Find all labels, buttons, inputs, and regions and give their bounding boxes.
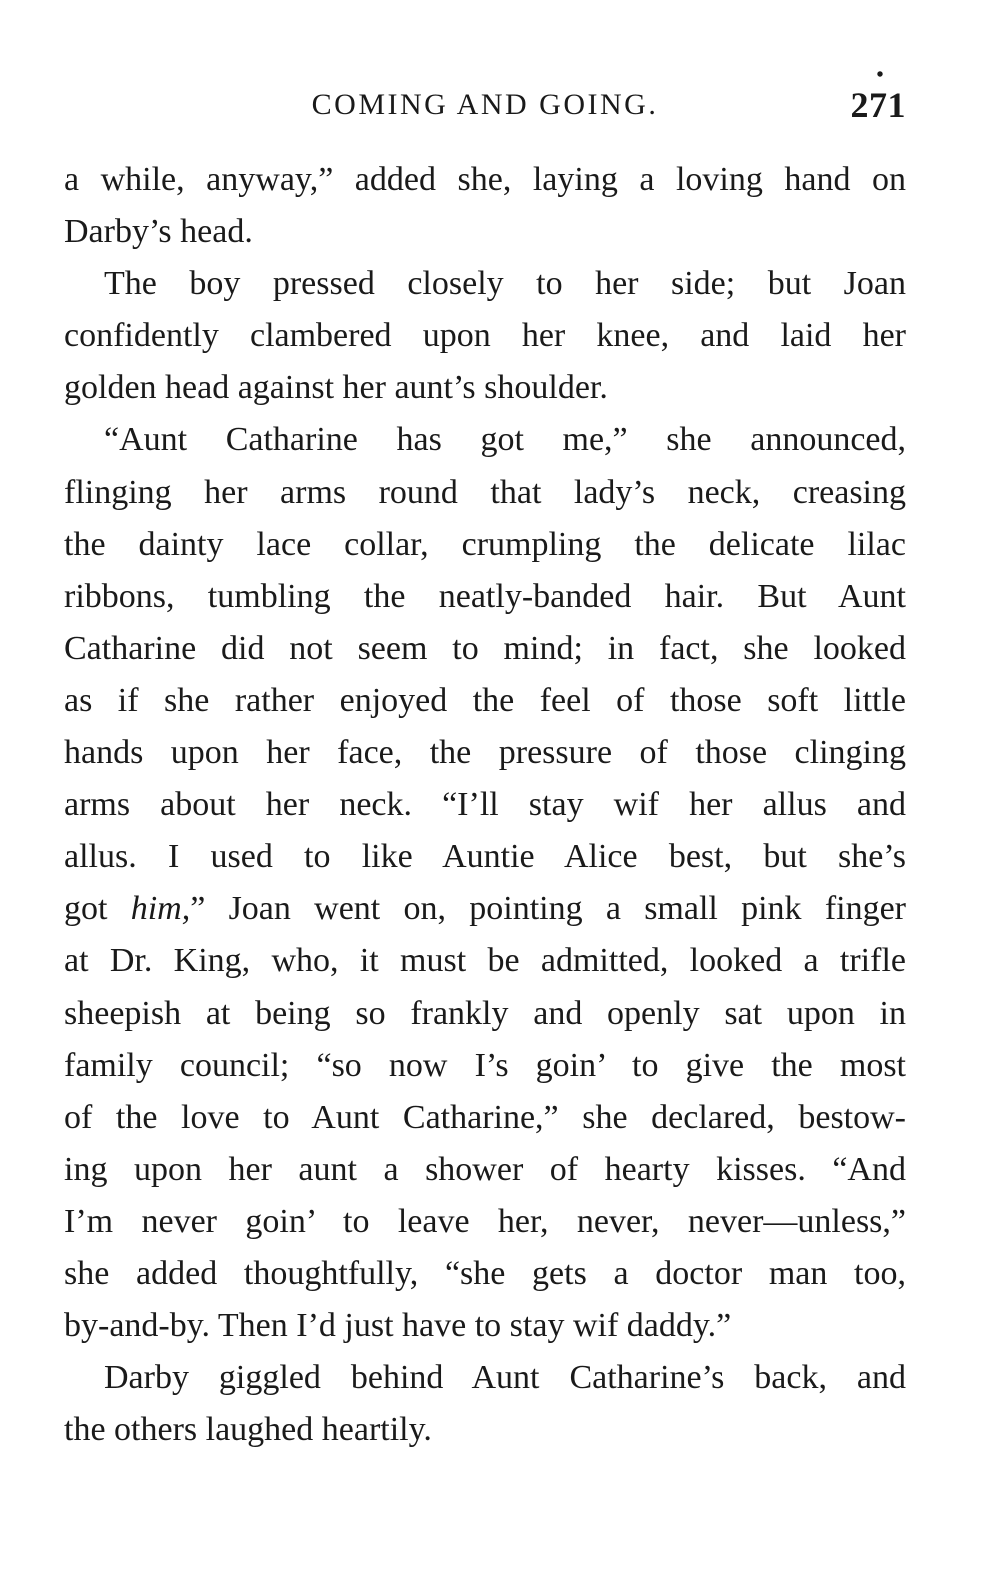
text-line: Catharine did not seem to mind; in fact, she looked: [64, 629, 906, 667]
paragraph: [64, 414, 906, 1352]
page-number-text: 271: [850, 85, 906, 125]
text-line: [64, 883, 906, 935]
text-fragment: got: [64, 890, 131, 928]
page-number: [850, 64, 907, 126]
running-title: COMING AND GOING.: [311, 88, 659, 121]
running-head: [64, 64, 906, 130]
text-line: a while, anyway,” added she, laying a loving hand on: [64, 161, 906, 198]
text-line: arms about her neck. “I’ll stay wif her allus and: [64, 786, 906, 824]
text-line: flinging her arms round that lady’s neck, creasing: [64, 473, 906, 511]
text-line: by-and-by. Then I’d just have to stay wif daddy.”: [64, 1307, 732, 1345]
text-fragment: ” Joan went on, pointing a small pink finger: [190, 890, 906, 928]
text-line: Darby giggled behind Aunt Catharine’s back, and: [104, 1359, 906, 1397]
text-body: [64, 154, 906, 1456]
text-line: Darby’s head.: [64, 213, 253, 251]
paragraph: [64, 258, 906, 414]
text-line: hands upon her face, the pressure of those clinging: [64, 734, 906, 772]
paragraph: [64, 1352, 906, 1456]
text-line: I’m never goin’ to leave her, never, never—unless,”: [64, 1202, 906, 1240]
text-line: as if she rather enjoyed the feel of those soft little: [64, 681, 906, 719]
text-line: the dainty lace collar, crumpling the delicate lilac: [64, 525, 906, 563]
text-line: ribbons, tumbling the neatly-banded hair. But Aunt: [64, 577, 906, 615]
text-line: “Aunt Catharine has got me,” she announced,: [104, 421, 906, 459]
text-line: the others laughed heartily.: [64, 1411, 432, 1449]
text-line: she added thoughtfully, “she gets a doctor man too,: [64, 1254, 906, 1292]
italic-text: him,: [130, 890, 191, 928]
text-line: The boy pressed closely to her side; but Joan: [104, 265, 906, 303]
text-line: golden head against her aunt’s shoulder.: [64, 369, 608, 407]
page-mark: •: [876, 64, 884, 86]
text-line: confidently clambered upon her knee, and laid her: [64, 317, 906, 355]
paragraph: [64, 154, 906, 258]
text-line: of the love to Aunt Catharine,” she declared, bestow-: [64, 1098, 906, 1136]
text-line: family council; “so now I’s goin’ to give the most: [64, 1046, 906, 1084]
text-line: sheepish at being so frankly and openly sat upon in: [64, 994, 906, 1032]
text-line: ing upon her aunt a shower of hearty kisses. “And: [64, 1150, 906, 1188]
text-line: at Dr. King, who, it must be admitted, looked a trifle: [64, 942, 906, 980]
text-line: allus. I used to like Auntie Alice best, but she’s: [64, 838, 906, 876]
